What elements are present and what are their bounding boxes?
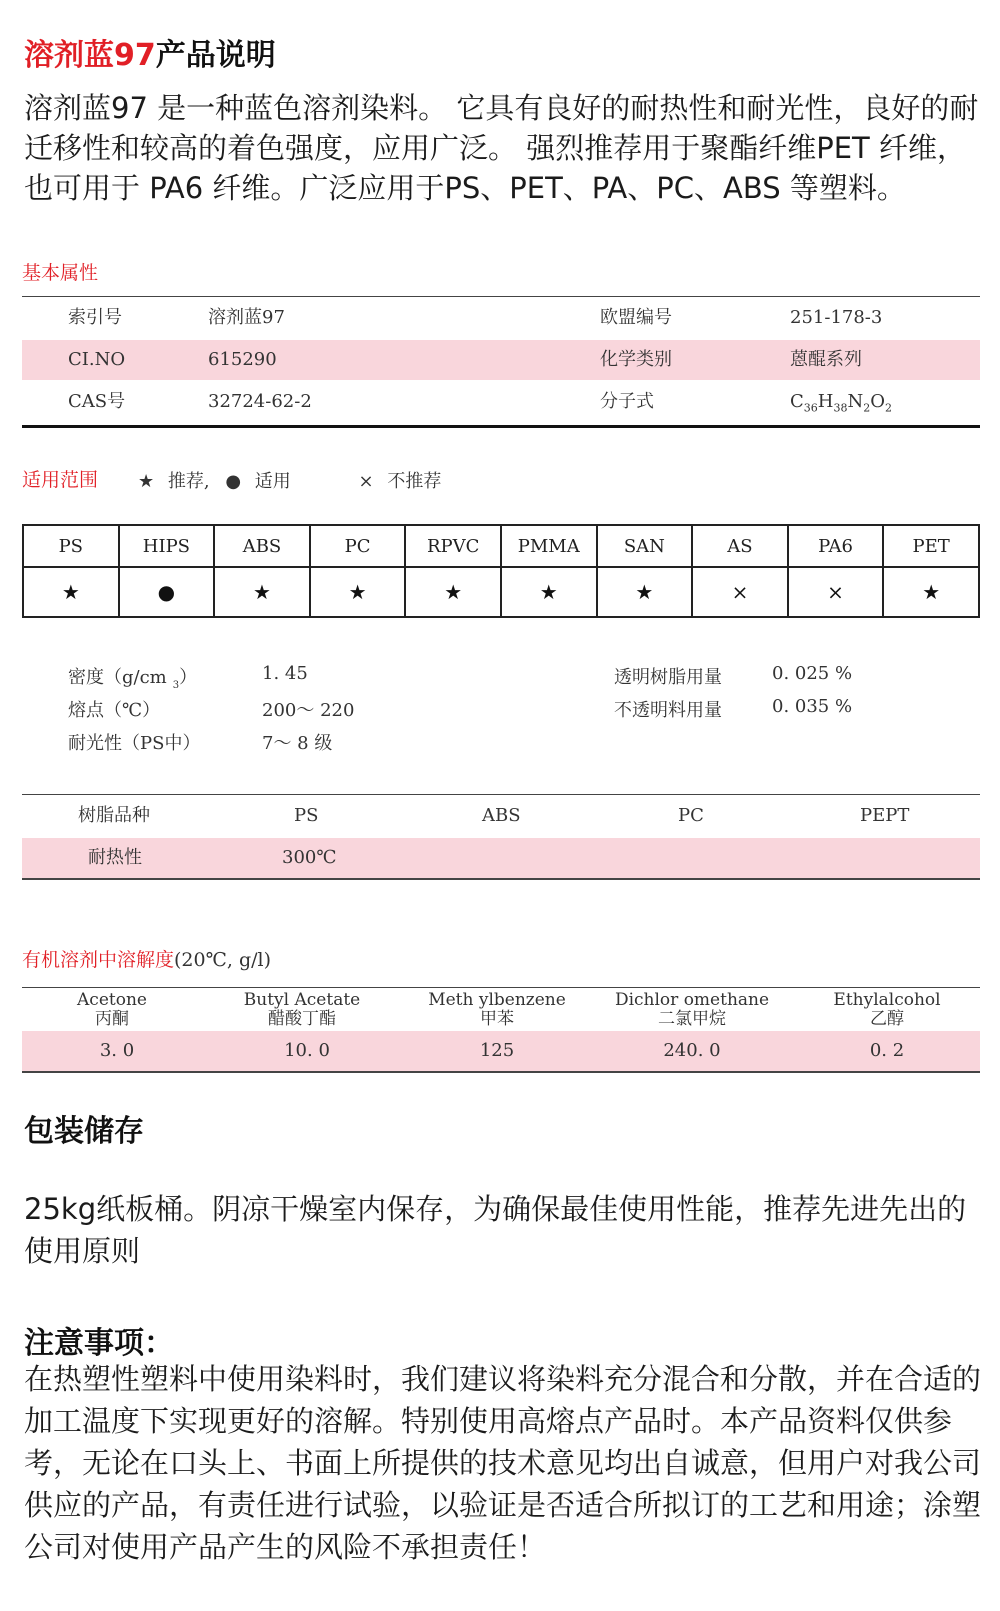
heat-header-cell: 树脂品种 bbox=[78, 805, 150, 826]
basic-key: CAS号 bbox=[68, 391, 126, 412]
solvent-dichloromethane: Dichlor omethane 二氯甲烷 bbox=[614, 990, 770, 1029]
transparent-dosage-label: 透明树脂用量 bbox=[614, 667, 722, 688]
rating-icon: ★ bbox=[501, 567, 597, 617]
basic-value: 615290 bbox=[208, 349, 277, 370]
solvent-butyl-acetate: Butyl Acetate 醋酸丁酯 bbox=[243, 990, 361, 1029]
basic-value: 32724-62-2 bbox=[208, 391, 312, 412]
melting-value: 200～ 220 bbox=[262, 700, 355, 721]
rating-icon: ★ bbox=[883, 567, 979, 617]
lightfastness-value: 7～ 8 级 bbox=[262, 733, 333, 754]
heat-header-cell: PC bbox=[678, 805, 704, 826]
solvent-methylbenzene: Meth ylbenzene 甲苯 bbox=[428, 990, 566, 1029]
grid-header-cell: RPVC bbox=[405, 525, 501, 567]
rating-icon: ★ bbox=[214, 567, 310, 617]
rating-icon: × bbox=[788, 567, 884, 617]
basic-row-3 bbox=[22, 382, 980, 422]
molecular-formula: $C_{36}H_{38}N_2O_2$ bbox=[790, 391, 892, 415]
scope-label: 适用范围 bbox=[22, 469, 99, 491]
rating-icon: ● bbox=[119, 567, 215, 617]
opaque-dosage-value: 0. 035 % bbox=[772, 696, 853, 717]
heat-table-bottom-rule bbox=[22, 878, 980, 880]
legend-suitable: 适用 bbox=[254, 471, 291, 492]
heat-row-label: 耐热性 bbox=[88, 847, 142, 868]
grid-header-cell: PET bbox=[883, 525, 979, 567]
grid-header-cell: PS bbox=[23, 525, 119, 567]
solubility-value: 3. 0 bbox=[99, 1040, 135, 1061]
rating-icon: ★ bbox=[23, 567, 119, 617]
heat-header-cell: ABS bbox=[482, 805, 521, 826]
legend-recommended: 推荐, bbox=[167, 471, 210, 492]
solubility-bottom-rule bbox=[22, 1071, 980, 1073]
grid-header-cell: PC bbox=[310, 525, 406, 567]
title-product-name: 溶剂蓝97 bbox=[24, 38, 156, 73]
packaging-title: 包装储存 bbox=[24, 1114, 144, 1149]
density-label: 密度（g/cm $_3$） bbox=[68, 667, 198, 691]
heat-header-row bbox=[22, 796, 980, 837]
solubility-label: 有机溶剂中溶解度(20℃, g/l) bbox=[22, 949, 271, 971]
grid-header-cell: SAN bbox=[597, 525, 693, 567]
transparent-dosage-value: 0. 025 % bbox=[772, 663, 853, 684]
notes-text: 在热塑性塑料中使用染料时，我们建议将染料充分混合和分散，并在合适的加工温度下实现更好的溶解。特别使用高熔点产品时。本产品资料仅供参考，无论在口头上、书面上所提供的技术意见均出自诚意，但用户对我公司供应的产品，有责任进行试验，以验证是否适合所拟订的工艺和用途；涂塑公司对使用产品产生的风险不承担责任！ bbox=[24, 1362, 982, 1564]
star-icon: ★ bbox=[138, 471, 155, 492]
legend-not-recommended: 不推荐 bbox=[387, 471, 442, 492]
heat-header-cell: PS bbox=[294, 805, 319, 826]
scope-legend bbox=[138, 467, 441, 493]
solvent-acetone: Acetone 丙酮 bbox=[77, 990, 147, 1029]
notes-title: 注意事项： bbox=[24, 1326, 174, 1361]
rating-icon: ★ bbox=[310, 567, 406, 617]
heat-table-top-rule bbox=[22, 794, 980, 795]
rating-icon: ★ bbox=[597, 567, 693, 617]
solvent-ethylalcohol: Ethylalcohol 乙醇 bbox=[833, 990, 941, 1029]
basic-row-2 bbox=[22, 340, 980, 380]
solubility-value: 125 bbox=[479, 1040, 515, 1061]
intro-paragraph: 溶剂蓝97 是一种蓝色溶剂染料。 它具有良好的耐热性和耐光性，良好的耐迁移性和较高的着色强度，应用广泛。 强烈推荐用于聚酯纤维PET 纤维，也可用于 PA6 纤维。广泛应用于PS、PET、PA、PC、ABS 等塑料。 bbox=[24, 91, 979, 205]
grid-header-cell: PA6 bbox=[788, 525, 884, 567]
heat-header-cell: PEPT bbox=[860, 805, 910, 826]
basic-properties-label: 基本属性 bbox=[22, 262, 99, 284]
packaging-text: 25kg纸板桶。阴凉干燥室内保存，为确保最佳使用性能，推荐先进先出的使用原则 bbox=[24, 1192, 967, 1268]
grid-header-cell: HIPS bbox=[119, 525, 215, 567]
basic-key: CI.NO bbox=[68, 349, 126, 370]
solubility-condition: (20℃, g/l) bbox=[174, 949, 271, 971]
rating-icon: ★ bbox=[405, 567, 501, 617]
title-suffix: 产品说明 bbox=[155, 38, 276, 73]
basic-table-bottom-rule bbox=[22, 425, 980, 428]
solubility-value: 0. 2 bbox=[869, 1040, 905, 1061]
heat-value-row bbox=[22, 838, 980, 878]
density-value: 1. 45 bbox=[262, 663, 308, 684]
applicability-grid bbox=[22, 524, 980, 618]
grid-header-cell: ABS bbox=[214, 525, 310, 567]
basic-value: 251-178-3 bbox=[790, 307, 883, 328]
opaque-dosage-label: 不透明料用量 bbox=[614, 700, 722, 721]
basic-row-1 bbox=[22, 298, 980, 338]
grid-header-cell: PMMA bbox=[501, 525, 597, 567]
basic-value: 蒽醌系列 bbox=[790, 349, 862, 370]
lightfastness-label: 耐光性（PS中） bbox=[68, 733, 201, 754]
basic-key: 索引号 bbox=[68, 307, 122, 328]
basic-key: 欧盟编号 bbox=[600, 307, 672, 328]
heat-value-cell: 300℃ bbox=[282, 847, 337, 868]
grid-header-cell: AS bbox=[692, 525, 788, 567]
dot-icon: ● bbox=[225, 471, 242, 492]
grid-header-row bbox=[23, 525, 979, 567]
cross-icon: × bbox=[358, 471, 374, 492]
rating-icon: × bbox=[692, 567, 788, 617]
solubility-value: 10. 0 bbox=[284, 1040, 330, 1061]
melting-label: 熔点（℃） bbox=[68, 700, 161, 721]
grid-value-row bbox=[23, 567, 979, 617]
basic-key: 分子式 bbox=[600, 391, 654, 412]
page-title bbox=[24, 30, 276, 74]
solubility-top-rule bbox=[22, 987, 980, 988]
basic-table-top-rule bbox=[22, 296, 980, 297]
solubility-value: 240. 0 bbox=[663, 1040, 721, 1061]
basic-key: 化学类别 bbox=[600, 349, 672, 370]
basic-value: 溶剂蓝97 bbox=[208, 307, 285, 328]
